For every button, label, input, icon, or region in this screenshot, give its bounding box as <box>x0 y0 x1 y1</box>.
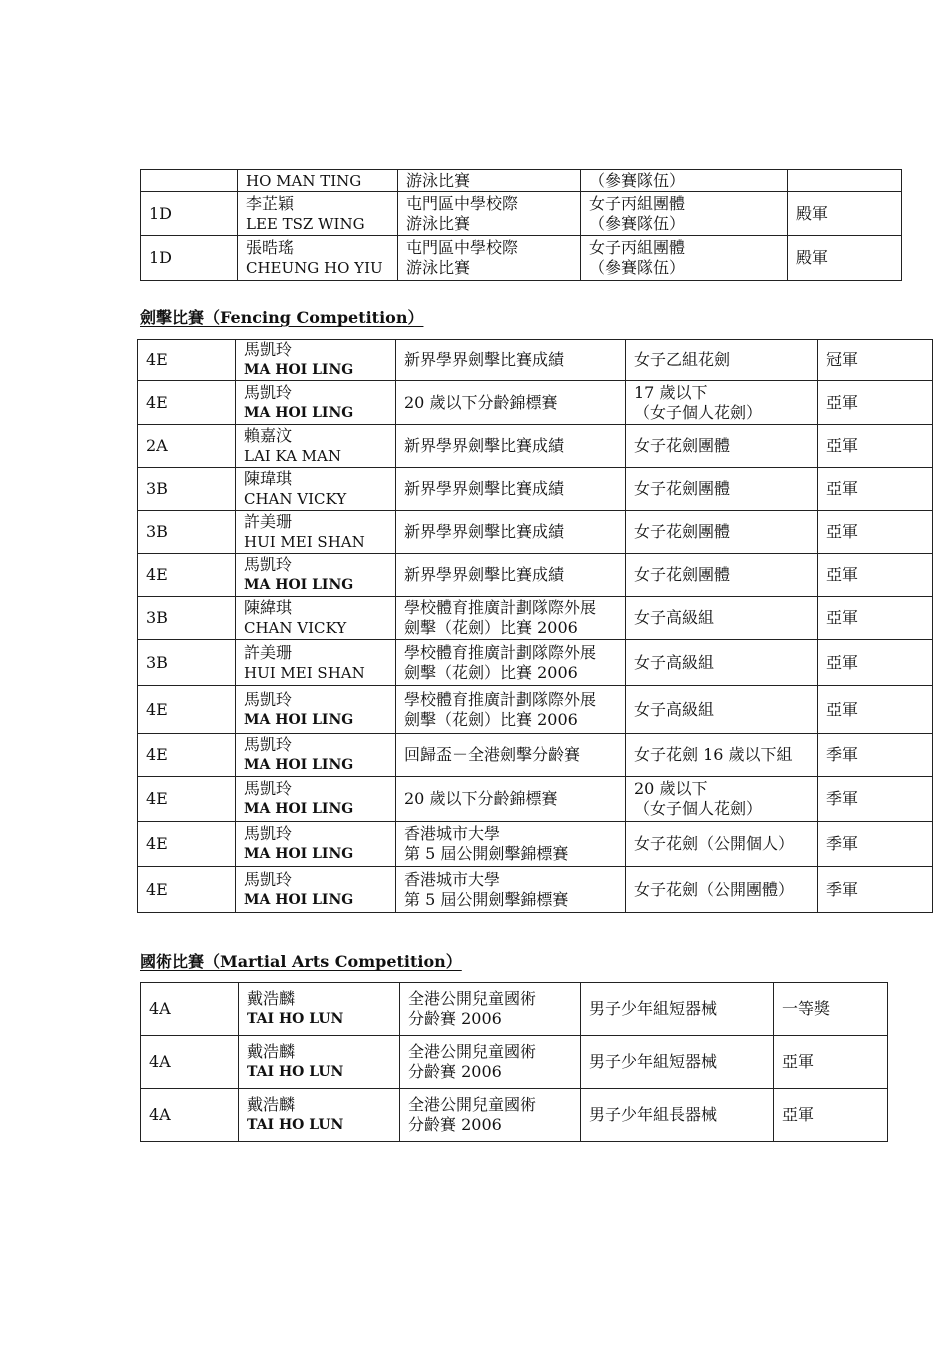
category-line: 女子花劍團體 <box>634 522 731 541</box>
category-cell <box>626 554 818 597</box>
award-cell: 亞軍 <box>818 554 933 597</box>
event-line: 香港城市大學 <box>404 869 501 889</box>
category-cell <box>626 640 818 686</box>
award-cell: 亞軍 <box>774 1089 888 1142</box>
class-cell: 3B <box>138 468 236 511</box>
event-line: 分齡賽 2006 <box>408 1115 502 1134</box>
category-cell <box>581 236 788 281</box>
category-line: 女子高級組 <box>634 699 715 719</box>
table-row <box>138 640 933 686</box>
table-row <box>138 511 933 554</box>
category-line: 女子高級組 <box>634 652 715 672</box>
class-cell <box>141 170 238 192</box>
student-name-cell <box>236 425 396 468</box>
class-cell: 1D <box>141 236 238 281</box>
award-cell: 亞軍 <box>774 1036 888 1089</box>
category-cell <box>581 192 788 236</box>
category-line: （參賽隊伍） <box>589 170 686 190</box>
event-line: 全港公開兒童國術 <box>408 1095 537 1114</box>
student-name-zh: 馬凱玲 <box>244 779 293 798</box>
student-name-zh: 戴浩麟 <box>247 1095 296 1114</box>
award-cell: 季軍 <box>818 822 933 867</box>
event-line: 第 5 屆公開劍擊錦標賽 <box>404 889 569 909</box>
student-name-cell <box>236 640 396 686</box>
award-cell: 一等獎 <box>774 983 888 1036</box>
student-name-cell <box>239 1089 400 1142</box>
category-cell <box>626 425 818 468</box>
class-cell: 4E <box>138 867 236 913</box>
student-name-zh: 張晧瑤 <box>246 238 295 257</box>
swimming-results-table <box>140 169 902 281</box>
table-row <box>138 381 933 425</box>
event-line: 全港公開兒童國術 <box>408 1042 537 1061</box>
category-cell <box>626 822 818 867</box>
student-name-en: CHAN VICKY <box>244 619 347 637</box>
category-line: 女子丙組團體 <box>589 238 686 257</box>
event-cell <box>400 1089 581 1142</box>
event-cell <box>396 734 626 777</box>
category-line: 女子高級組 <box>634 608 715 627</box>
event-line: 屯門區中學校際 <box>406 238 519 257</box>
event-cell <box>396 777 626 822</box>
event-line: 游泳比賽 <box>406 258 471 277</box>
student-name-en: MA HOI LING <box>244 757 354 773</box>
student-name-en: LEE TSZ WING <box>246 214 365 233</box>
event-line: 游泳比賽 <box>406 213 471 233</box>
event-line: 第 5 屆公開劍擊錦標賽 <box>404 844 569 863</box>
table-row <box>141 236 902 281</box>
student-name-zh: 賴嘉汶 <box>244 426 293 445</box>
student-name-cell <box>236 381 396 425</box>
event-cell <box>396 340 626 381</box>
class-cell: 3B <box>138 511 236 554</box>
table-row <box>141 983 888 1036</box>
student-name-cell <box>236 867 396 913</box>
student-name-en: MA HOI LING <box>244 801 354 817</box>
event-line: 劍擊（花劍）比賽 2006 <box>404 709 578 729</box>
award-cell: 亞軍 <box>818 640 933 686</box>
category-line: 20 歲以下 <box>634 779 708 798</box>
student-name-en: MA HOI LING <box>244 577 354 593</box>
class-cell: 4E <box>138 686 236 734</box>
category-line: （女子個人花劍） <box>634 402 763 422</box>
category-cell <box>626 734 818 777</box>
event-line: 學校體育推廣計劃隊際外展 <box>404 642 597 662</box>
student-name-en: TAI HO LUN <box>247 1064 344 1080</box>
student-name-cell <box>236 822 396 867</box>
class-cell: 4E <box>138 822 236 867</box>
table-row <box>138 554 933 597</box>
event-line: 分齡賽 2006 <box>408 1062 502 1081</box>
category-line: （參賽隊伍） <box>589 258 686 277</box>
student-name-cell <box>239 1036 400 1089</box>
table-row <box>141 1089 888 1142</box>
event-cell <box>400 983 581 1036</box>
category-line: 女子花劍團體 <box>634 479 731 498</box>
category-cell <box>626 468 818 511</box>
student-name-zh: 戴浩麟 <box>247 1042 296 1061</box>
event-cell <box>396 686 626 734</box>
event-cell <box>396 822 626 867</box>
category-cell <box>626 511 818 554</box>
martial-arts-results-table <box>140 982 888 1142</box>
class-cell: 3B <box>138 597 236 640</box>
event-cell <box>396 867 626 913</box>
student-name-cell <box>239 983 400 1036</box>
student-name-cell <box>236 777 396 822</box>
category-line: 女子花劍 16 歲以下組 <box>634 745 793 764</box>
category-cell <box>626 381 818 425</box>
student-name-zh: 馬凱玲 <box>244 340 293 359</box>
student-name-en: MA HOI LING <box>244 404 354 421</box>
event-line: 回歸盃－全港劍擊分齡賽 <box>404 745 581 764</box>
event-cell <box>396 381 626 425</box>
award-cell: 殿軍 <box>788 236 902 281</box>
event-cell <box>400 1036 581 1089</box>
event-line: 新界學界劍擊比賽成績 <box>404 522 565 541</box>
student-name-en: MA HOI LING <box>244 891 354 908</box>
student-name-en: HO MAN TING <box>246 171 362 190</box>
category-cell <box>626 686 818 734</box>
class-cell: 4E <box>138 777 236 822</box>
category-cell <box>581 983 774 1036</box>
student-name-zh: 馬凱玲 <box>244 689 293 709</box>
event-cell <box>398 170 581 192</box>
class-cell: 4E <box>138 381 236 425</box>
category-cell <box>626 597 818 640</box>
student-name-zh: 李芷穎 <box>246 193 295 213</box>
event-line: 分齡賽 2006 <box>408 1009 502 1028</box>
student-name-zh: 陳瑋琪 <box>244 469 293 488</box>
student-name-cell <box>236 597 396 640</box>
category-line: 女子丙組團體 <box>589 193 686 213</box>
award-cell: 亞軍 <box>818 597 933 640</box>
student-name-en: TAI HO LUN <box>247 1011 344 1027</box>
event-line: 全港公開兒童國術 <box>408 989 537 1008</box>
table-row <box>138 468 933 511</box>
student-name-cell <box>236 734 396 777</box>
event-cell <box>396 640 626 686</box>
student-name-en: CHAN VICKY <box>244 490 347 508</box>
class-cell: 4E <box>138 340 236 381</box>
event-cell <box>396 597 626 640</box>
event-cell <box>398 192 581 236</box>
table-row <box>138 597 933 640</box>
class-cell: 4A <box>141 1036 239 1089</box>
student-name-zh: 陳緯琪 <box>244 598 293 617</box>
award-cell: 亞軍 <box>818 686 933 734</box>
table-row <box>141 170 902 192</box>
student-name-zh: 馬凱玲 <box>244 382 293 402</box>
category-line: 女子花劍團體 <box>634 436 731 455</box>
event-cell <box>396 511 626 554</box>
category-line: 女子花劍（公開個人） <box>634 834 795 853</box>
event-line: 新界學界劍擊比賽成績 <box>404 565 565 584</box>
class-cell: 3B <box>138 640 236 686</box>
student-name-zh: 許美珊 <box>244 642 293 662</box>
category-line: 女子乙組花劍 <box>634 350 731 369</box>
event-line: 新界學界劍擊比賽成績 <box>404 436 565 455</box>
table-row <box>138 425 933 468</box>
student-name-cell <box>238 170 398 192</box>
event-line: 20 歲以下分齡錦標賽 <box>404 789 558 808</box>
class-cell: 1D <box>141 192 238 236</box>
fencing-section-heading: 劍擊比賽（Fencing Competition） <box>140 308 424 327</box>
category-cell <box>581 1089 774 1142</box>
event-line: 劍擊（花劍）比賽 2006 <box>404 618 578 637</box>
event-line: 新界學界劍擊比賽成績 <box>404 350 565 369</box>
martial-arts-section-heading: 國術比賽（Martial Arts Competition） <box>140 952 462 971</box>
student-name-en: MA HOI LING <box>244 362 354 378</box>
table-row <box>138 867 933 913</box>
class-cell: 4A <box>141 983 239 1036</box>
student-name-zh: 許美珊 <box>244 512 293 531</box>
award-cell <box>788 170 902 192</box>
student-name-zh: 馬凱玲 <box>244 735 293 754</box>
category-cell <box>581 170 788 192</box>
category-line: （女子個人花劍） <box>634 799 763 818</box>
student-name-en: LAI KA MAN <box>244 447 342 465</box>
event-cell <box>396 425 626 468</box>
category-line: （參賽隊伍） <box>589 213 686 233</box>
category-line: 男子少年組長器械 <box>589 1105 718 1124</box>
award-cell: 季軍 <box>818 867 933 913</box>
student-name-cell <box>236 686 396 734</box>
award-cell: 冠軍 <box>818 340 933 381</box>
category-line: 女子花劍（公開團體） <box>634 879 795 899</box>
award-cell: 季軍 <box>818 777 933 822</box>
award-cell: 亞軍 <box>818 425 933 468</box>
award-cell: 季軍 <box>818 734 933 777</box>
award-cell: 亞軍 <box>818 381 933 425</box>
class-cell: 2A <box>138 425 236 468</box>
event-line: 新界學界劍擊比賽成績 <box>404 479 565 498</box>
student-name-cell <box>236 511 396 554</box>
student-name-en: CHEUNG HO YIU <box>246 259 383 277</box>
student-name-en: MA HOI LING <box>244 711 354 728</box>
student-name-zh: 馬凱玲 <box>244 555 293 574</box>
table-row <box>141 192 902 236</box>
event-line: 香港城市大學 <box>404 824 501 843</box>
student-name-cell <box>236 468 396 511</box>
table-row <box>141 1036 888 1089</box>
event-line: 學校體育推廣計劃隊際外展 <box>404 598 597 617</box>
event-line: 游泳比賽 <box>406 170 471 190</box>
category-cell <box>626 867 818 913</box>
award-cell: 亞軍 <box>818 511 933 554</box>
student-name-zh: 馬凱玲 <box>244 869 293 889</box>
category-line: 男子少年組短器械 <box>589 1052 718 1071</box>
category-line: 17 歲以下 <box>634 382 708 402</box>
student-name-cell <box>236 554 396 597</box>
student-name-cell <box>238 192 398 236</box>
student-name-en: HUI MEI SHAN <box>244 533 365 551</box>
award-cell: 亞軍 <box>818 468 933 511</box>
category-line: 男子少年組短器械 <box>589 999 718 1018</box>
student-name-en: HUI MEI SHAN <box>244 663 365 682</box>
event-line: 屯門區中學校際 <box>406 193 519 213</box>
student-name-cell <box>236 340 396 381</box>
student-name-en: TAI HO LUN <box>247 1117 344 1133</box>
fencing-results-table <box>137 339 933 913</box>
event-cell <box>396 468 626 511</box>
category-line: 女子花劍團體 <box>634 565 731 584</box>
student-name-zh: 馬凱玲 <box>244 824 293 843</box>
event-line: 劍擊（花劍）比賽 2006 <box>404 662 578 682</box>
category-cell <box>626 340 818 381</box>
event-cell <box>396 554 626 597</box>
class-cell: 4E <box>138 734 236 777</box>
event-cell <box>398 236 581 281</box>
student-name-cell <box>238 236 398 281</box>
student-name-zh: 戴浩麟 <box>247 989 296 1008</box>
category-cell <box>626 777 818 822</box>
category-cell <box>581 1036 774 1089</box>
class-cell: 4E <box>138 554 236 597</box>
table-row <box>138 340 933 381</box>
event-line: 學校體育推廣計劃隊際外展 <box>404 689 597 709</box>
table-row <box>138 777 933 822</box>
class-cell: 4A <box>141 1089 239 1142</box>
table-row <box>138 686 933 734</box>
table-row <box>138 822 933 867</box>
table-row <box>138 734 933 777</box>
award-cell: 殿軍 <box>788 192 902 236</box>
student-name-en: MA HOI LING <box>244 846 354 862</box>
event-line: 20 歲以下分齡錦標賽 <box>404 392 558 412</box>
